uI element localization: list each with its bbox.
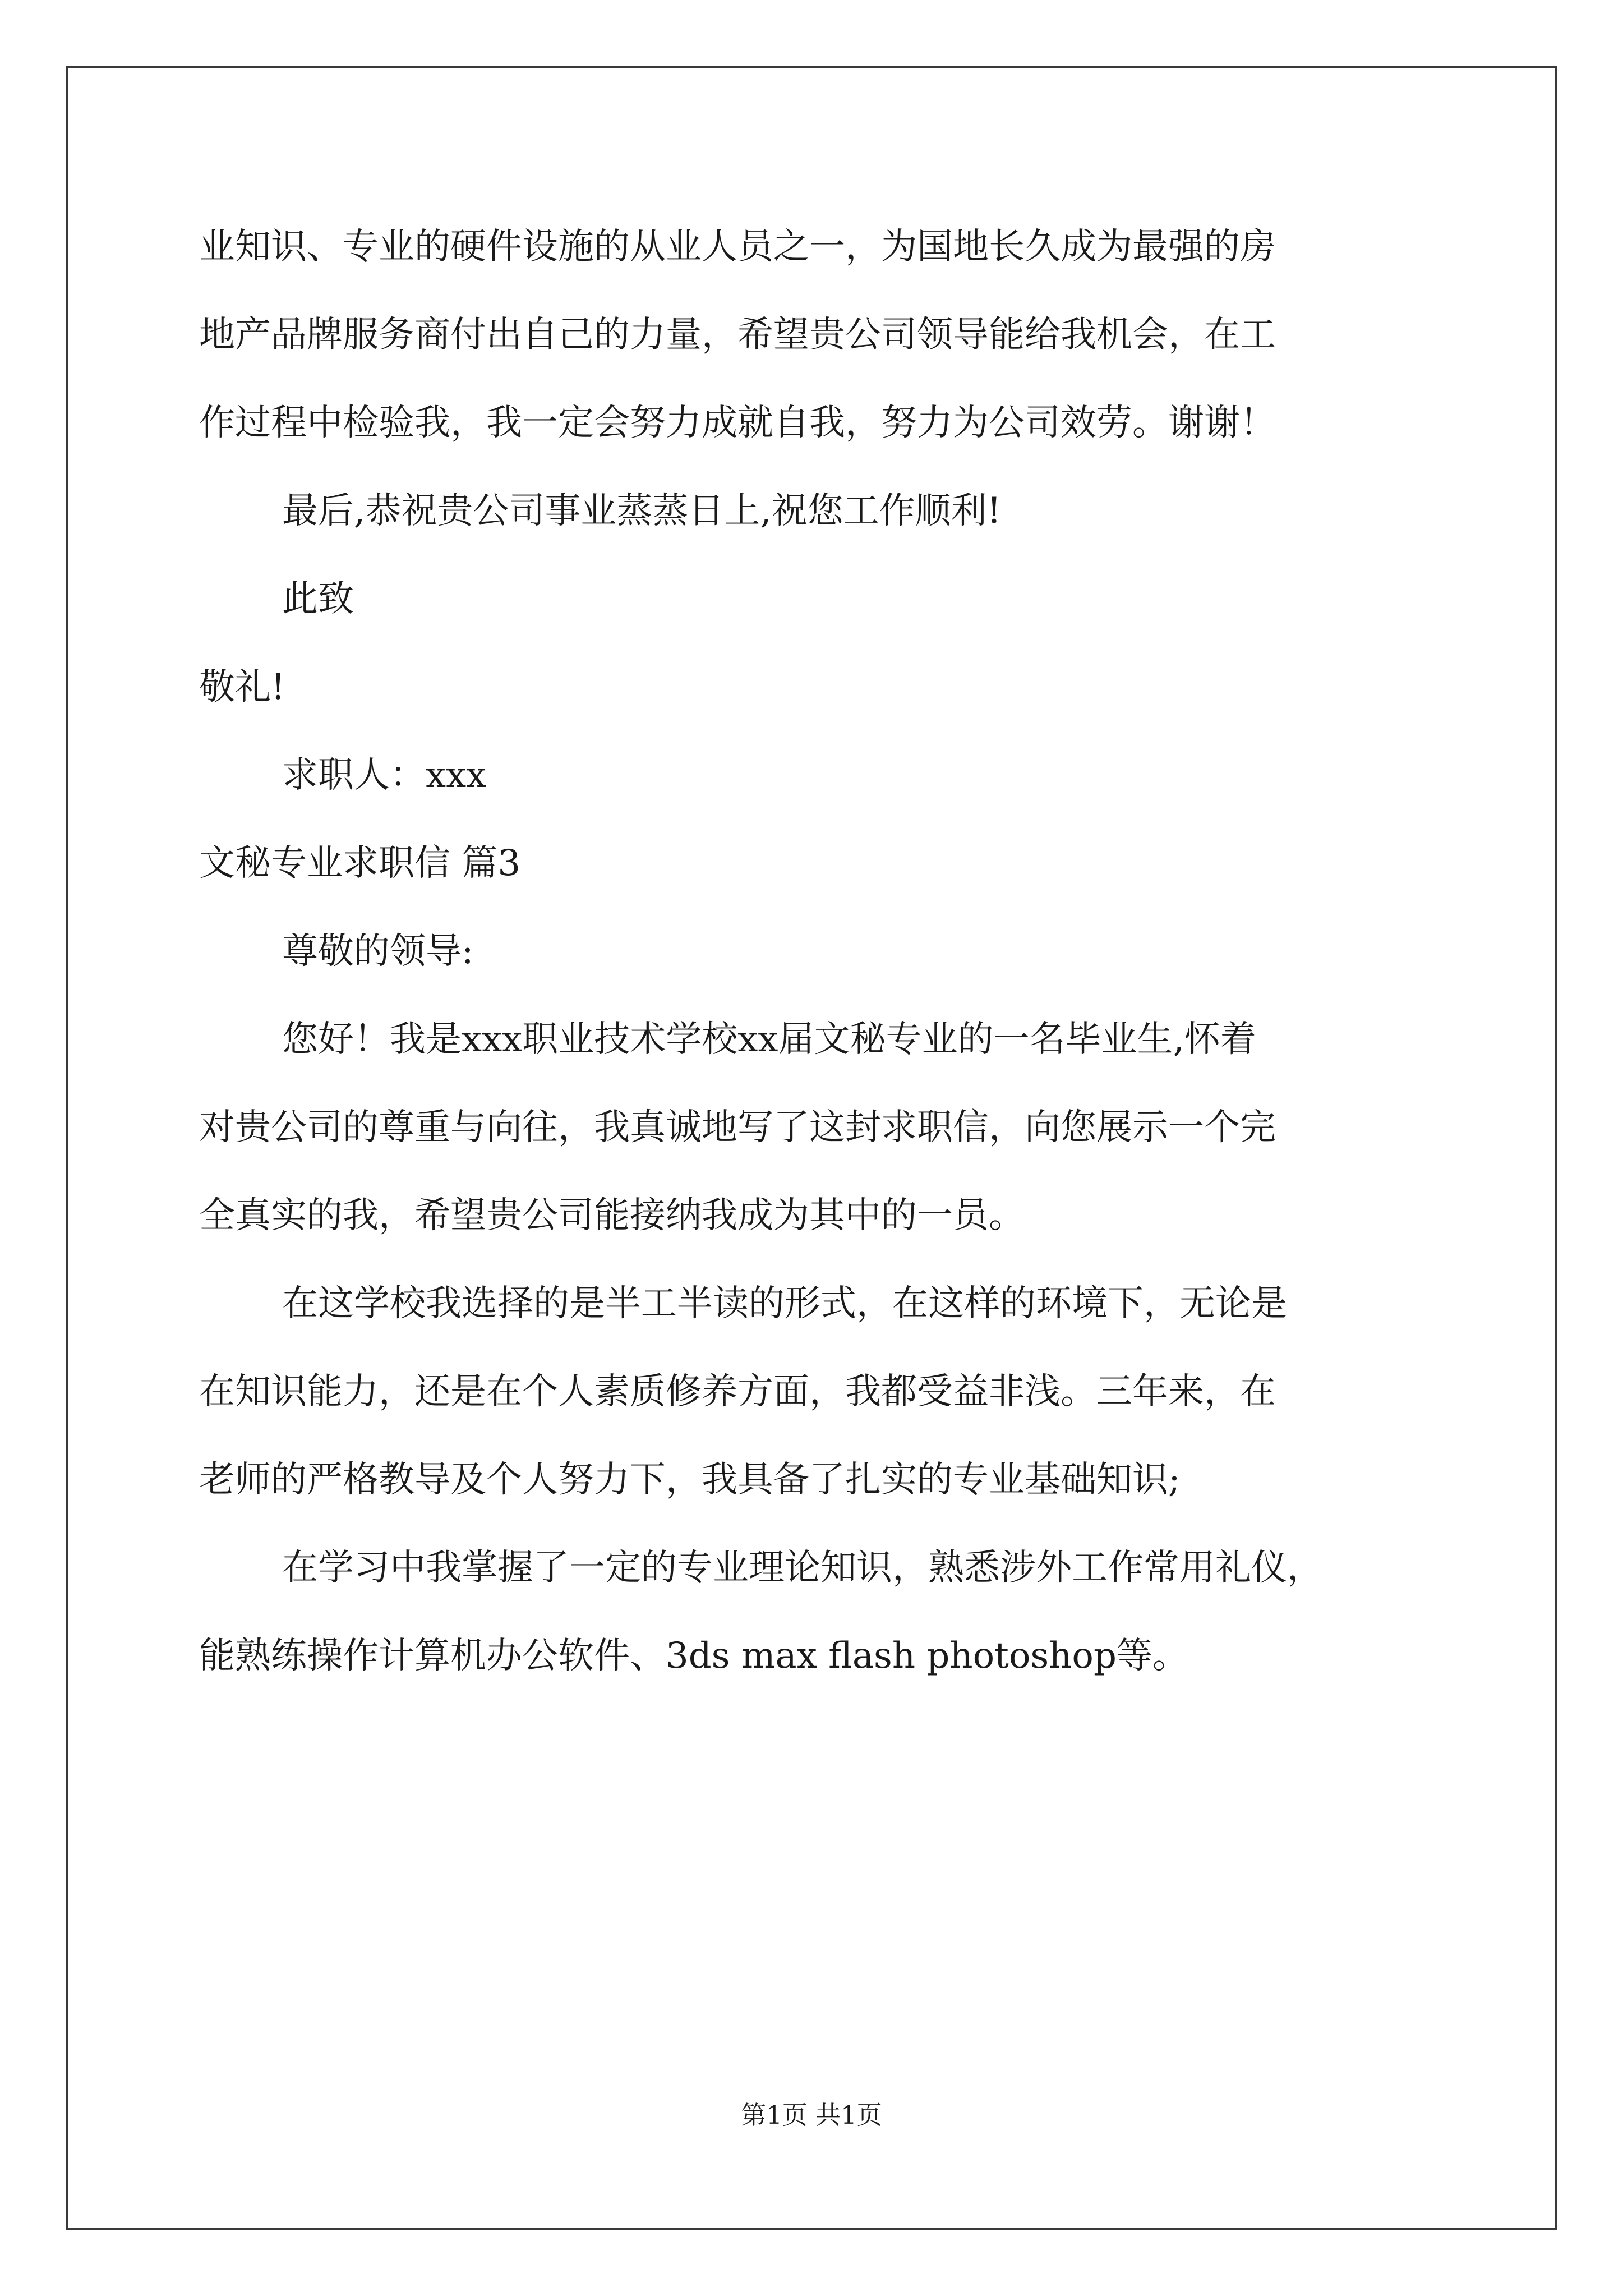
- body-line: 作过程中检验我，我一定会努力成就自我，努力为公司效劳。谢谢！: [199, 402, 1276, 444]
- closing-salutation: 此致: [282, 578, 354, 620]
- body-line: 对贵公司的尊重与向往，我真诚地写了这封求职信，向您展示一个完: [199, 1107, 1276, 1148]
- body-line: 业知识、专业的硬件设施的从业人员之一，为国地长久成为最强的房: [199, 226, 1276, 268]
- body-line: 最后,恭祝贵公司事业蒸蒸日上,祝您工作顺利!: [282, 490, 1002, 532]
- body-line: 在这学校我选择的是半工半读的形式，在这样的环境下，无论是: [282, 1283, 1287, 1324]
- greeting-line: 尊敬的领导:: [282, 931, 474, 972]
- body-line: 全真实的我，希望贵公司能接纳我成为其中的一员。: [199, 1195, 1025, 1236]
- closing-regards: 敬礼!: [199, 666, 285, 708]
- signature-line: 求职人：xxx: [282, 754, 487, 796]
- body-line: 在学习中我掌握了一定的专业理论知识，熟悉涉外工作常用礼仪，: [282, 1547, 1323, 1589]
- body-line: 您好！我是xxx职业技术学校xx届文秘专业的一名毕业生,怀着: [282, 1019, 1256, 1060]
- body-line: 地产品牌服务商付出自己的力量，希望贵公司领导能给我机会，在工: [199, 314, 1276, 356]
- body-line: 老师的严格教导及个人努力下，我具备了扎实的专业基础知识;: [199, 1459, 1181, 1501]
- section-heading: 文秘专业求职信 篇3: [199, 843, 521, 884]
- page-footer: 第1页 共1页: [741, 2100, 882, 2130]
- body-line: 在知识能力，还是在个人素质修养方面，我都受益非浅。三年来，在: [199, 1371, 1276, 1412]
- body-line: 能熟练操作计算机办公软件、3ds max flash photoshop等。: [199, 1635, 1188, 1677]
